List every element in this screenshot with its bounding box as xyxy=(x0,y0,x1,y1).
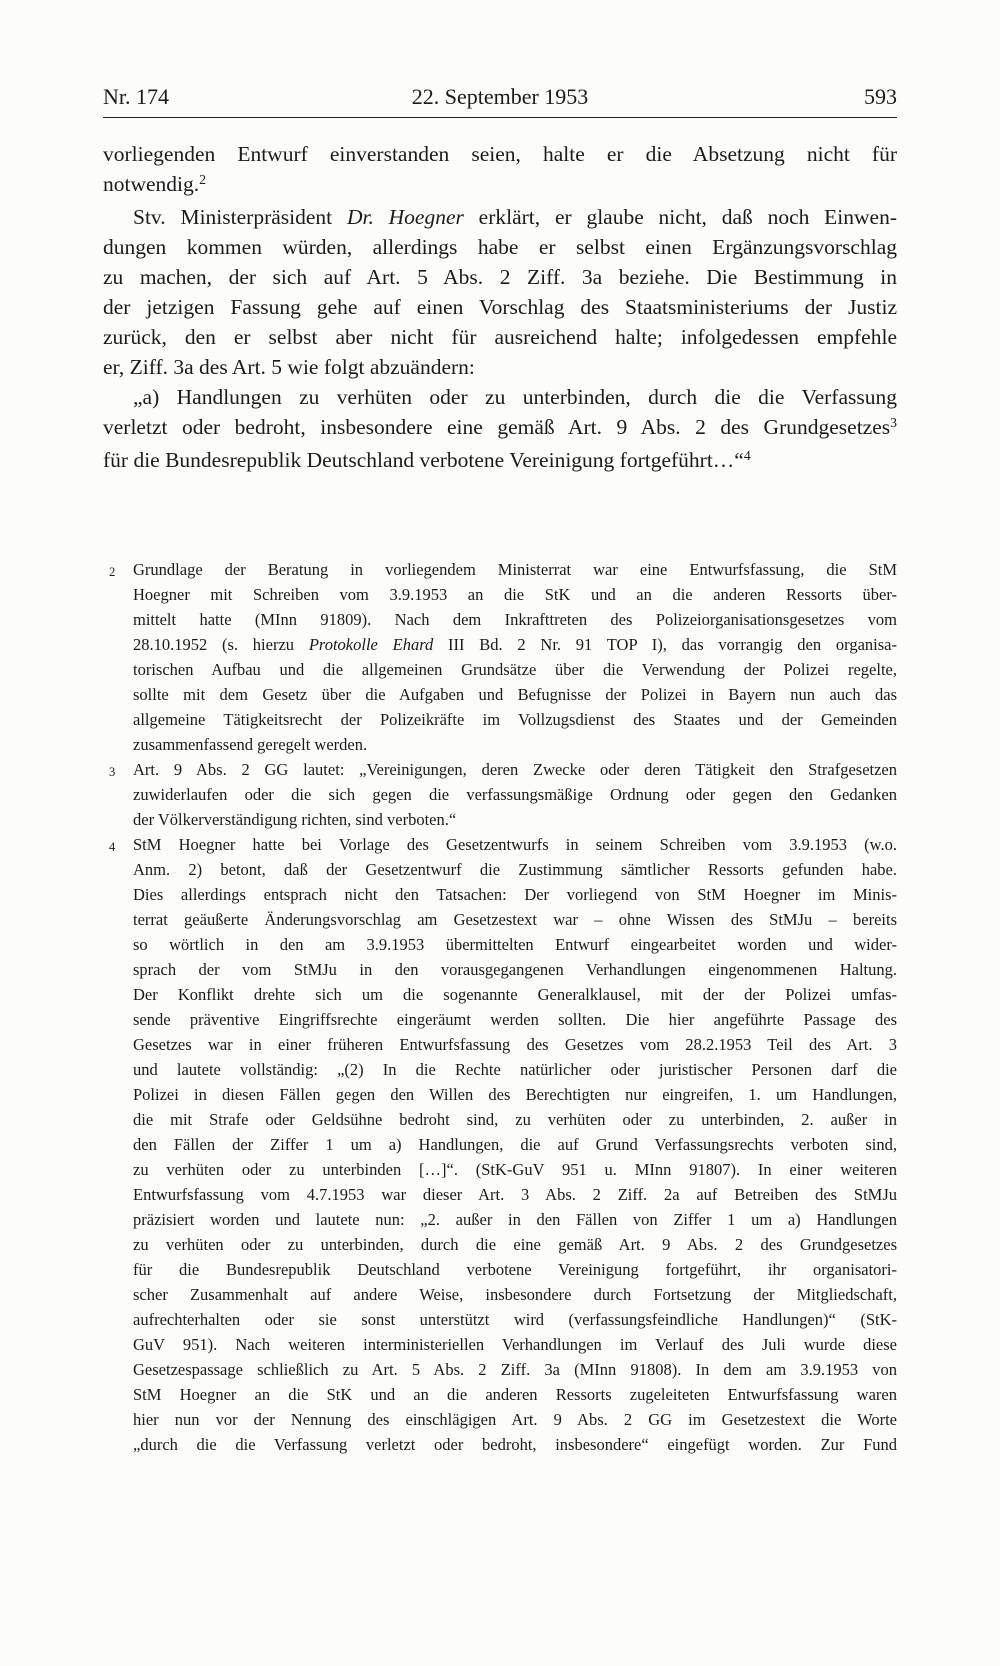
text-segment: notwendig. xyxy=(103,172,200,196)
text-segment: aufrechterhalten oder sie sonst unterstützt wird (verfassungsfeindliche Handlungen)“ (StK- xyxy=(133,1310,897,1329)
text-line xyxy=(133,807,897,832)
text-line xyxy=(133,1207,897,1232)
text-segment: die mit Strafe oder Geldsühne bedroht sind, zu verhüten oder zu unterbinden, 2. außer in xyxy=(133,1110,897,1129)
text-segment: präzisiert worden und lautete nun: „2. außer in den Fällen von Ziffer 1 um a) Handlungen xyxy=(133,1210,897,1229)
text-segment: Grundlage der Beratung in vorliegendem Ministerrat war eine Entwurfsfassung, die StM xyxy=(133,560,897,579)
text-line xyxy=(133,1382,897,1407)
text-segment: zu verhüten oder zu unterbinden […]“. (StK-GuV 951 u. MInn 91807). In einer weiteren xyxy=(133,1160,897,1179)
text-segment: „a) Handlungen zu verhüten oder zu unterbinden, durch die die Verfassung xyxy=(133,385,897,409)
header-date: 22. September 1953 xyxy=(411,84,589,109)
text-line xyxy=(133,657,897,682)
text-segment: zurück, den er selbst aber nicht für ausreichend halte; infolgedessen empfehle xyxy=(103,325,897,349)
text-line xyxy=(103,262,897,292)
text-line xyxy=(133,1357,897,1382)
text-line xyxy=(133,857,897,882)
text-line xyxy=(133,832,897,857)
page-number: 593 xyxy=(864,84,897,109)
text-line xyxy=(133,882,897,907)
text-segment: für die Bundesrepublik Deutschland verbotene Vereinigung fortgeführt…“ xyxy=(103,448,744,472)
text-line xyxy=(133,1107,897,1132)
text-segment: allgemeine Tätigkeitsrecht der Polizeikräfte im Vollzugsdienst des Staates und der Gemeinden xyxy=(133,710,897,729)
text-line xyxy=(103,169,897,202)
text-segment: terrat geäußerte Änderungsvorschlag am Gesetzestext war – ohne Wissen des StMJu – bereits xyxy=(133,910,897,929)
footnote xyxy=(103,832,897,1457)
text-line xyxy=(103,382,897,412)
text-segment: III Bd. 2 Nr. 91 TOP I), das vorrangig den organisa- xyxy=(433,635,897,654)
footnote-text xyxy=(133,832,897,1457)
italic-text: Dr. Hoegner xyxy=(346,205,464,229)
text-segment: zuwiderlaufen oder die sich gegen die verfassungsmäßige Ordnung oder gegen den Gedanken xyxy=(133,785,897,804)
text-segment: zu machen, der sich auf Art. 5 Abs. 2 Ziff. 3a beziehe. Die Bestimmung in xyxy=(103,265,897,289)
text-line xyxy=(133,582,897,607)
footnote-text xyxy=(133,757,897,832)
text-line xyxy=(133,1232,897,1257)
text-segment: sprach der vom StMJu in den vorausgegangenen Verhandlungen eingenommenen Haltung. xyxy=(133,960,897,979)
text-segment: sende präventive Eingriffsrechte eingeräumt werden sollten. Die hier angeführte Passage des xyxy=(133,1010,897,1029)
text-line xyxy=(133,1007,897,1032)
text-segment: hier nun vor der Nennung des einschlägigen Art. 9 Abs. 2 GG im Gesetzestext die Worte xyxy=(133,1410,897,1429)
footnote-text xyxy=(133,557,897,757)
text-segment: torischen Aufbau und die allgemeinen Grundsätze über die Verwendung der Polizei regelte, xyxy=(133,660,897,679)
text-line xyxy=(133,957,897,982)
text-segment: erklärt, er glaube nicht, daß noch Einwen- xyxy=(463,205,897,229)
text-line xyxy=(133,757,897,782)
text-line xyxy=(133,607,897,632)
text-segment: der jetzigen Fassung gehe auf einen Vorschlag des Staatsministeriums der Justiz xyxy=(103,295,897,319)
paragraph-continuation xyxy=(103,139,897,202)
text-line xyxy=(103,292,897,322)
text-line xyxy=(103,412,897,445)
footnote xyxy=(103,757,897,832)
footnote-reference: 3 xyxy=(890,414,897,430)
text-segment: dungen kommen würden, allerdings habe er selbst einen Ergänzungsvorschlag xyxy=(103,235,897,259)
text-line xyxy=(133,982,897,1007)
text-segment: vorliegenden Entwurf einverstanden seien, halte er die Absetzung nicht für xyxy=(103,142,897,166)
footnote xyxy=(103,557,897,757)
text-segment: GuV 951). Nach weiteren interministeriellen Verhandlungen im Verlauf des Juli wurde diese xyxy=(133,1335,897,1354)
text-segment: der Völkerverständigung richten, sind verboten.“ xyxy=(133,810,457,829)
text-line xyxy=(133,682,897,707)
text-segment: zusammenfassend geregelt werden. xyxy=(133,735,368,754)
text-segment: Anm. 2) betont, daß der Gesetzentwurf die Zustimmung sämtlicher Ressorts gefunden habe. xyxy=(133,860,897,879)
text-line xyxy=(133,1132,897,1157)
text-line xyxy=(103,445,897,478)
text-line xyxy=(103,139,897,169)
text-segment: er, Ziff. 3a des Art. 5 wie folgt abzuändern: xyxy=(103,355,475,379)
text-segment: Stv. Ministerpräsident xyxy=(133,205,347,229)
paragraph-quotation xyxy=(103,382,897,478)
text-line xyxy=(133,1282,897,1307)
text-segment: den Fällen der Ziffer 1 um a) Handlungen, die auf Grund Verfassungsrechts verboten sind, xyxy=(133,1135,897,1154)
text-segment: Gesetzes war in einer früheren Entwurfsfassung des Gesetzes vom 28.2.1953 Teil des Art. 3 xyxy=(133,1035,897,1054)
italic-text: Protokolle Ehard xyxy=(308,635,434,654)
footnote-number: 2 xyxy=(109,565,116,579)
text-segment: Hoegner mit Schreiben vom 3.9.1953 an die StK und an die anderen Ressorts über- xyxy=(133,585,897,604)
header-rule xyxy=(103,117,897,118)
text-line xyxy=(103,352,897,382)
text-segment: StM Hoegner hatte bei Vorlage des Gesetzentwurfs in seinem Schreiben vom 3.9.1953 (w.o. xyxy=(133,835,897,854)
footnote-reference: 4 xyxy=(743,447,751,463)
text-line xyxy=(103,202,897,232)
text-line xyxy=(133,732,897,757)
text-line xyxy=(133,1082,897,1107)
text-line xyxy=(133,1332,897,1357)
text-line xyxy=(133,1057,897,1082)
footnote-number: 4 xyxy=(109,840,116,854)
paragraph-hoegner-statement xyxy=(103,202,897,382)
text-line xyxy=(133,707,897,732)
text-segment: verletzt oder bedroht, insbesondere eine gemäß Art. 9 Abs. 2 des Grundgesetzes xyxy=(103,415,891,439)
text-line xyxy=(133,1032,897,1057)
text-line xyxy=(133,632,897,657)
text-line xyxy=(133,907,897,932)
text-segment: StM Hoegner an die StK und an die anderen Ressorts zugeleiteten Entwurfsfassung waren xyxy=(133,1385,897,1404)
text-segment: Dies allerdings entsprach nicht den Tatsachen: Der vorliegend von StM Hoegner im Minis- xyxy=(133,885,897,904)
text-line xyxy=(133,1407,897,1432)
text-line xyxy=(133,782,897,807)
footnote-reference: 2 xyxy=(199,171,207,187)
text-segment: und lautete vollständig: „(2) In die Rechte natürlicher oder juristischer Personen darf die xyxy=(133,1060,897,1079)
document-number: Nr. 174 xyxy=(103,84,169,109)
text-segment: Art. 9 Abs. 2 GG lautet: „Vereinigungen, deren Zwecke oder deren Tätigkeit den Strafgesetzen xyxy=(133,760,897,779)
footnotes-section xyxy=(103,557,897,1457)
text-segment: mittelt hatte (MInn 91809). Nach dem Inkrafttreten des Polizeiorganisationsgesetzes vom xyxy=(133,610,897,629)
text-segment: „durch die die Verfassung verletzt oder bedroht, insbesondere“ eingefügt worden. Zur Fund xyxy=(133,1435,897,1454)
text-line xyxy=(103,322,897,352)
text-segment: sollte mit dem Gesetz über die Aufgaben und Befugnisse der Polizei in Bayern nun auch das xyxy=(133,685,897,704)
text-segment: 28.10.1952 (s. hierzu xyxy=(133,635,309,654)
text-line xyxy=(133,1257,897,1282)
text-segment: Entwurfsfassung vom 4.7.1953 war dieser Art. 3 Abs. 2 Ziff. 2a auf Betreiben des StMJu xyxy=(133,1185,897,1204)
text-segment: scher Zusammenhalt auf andere Weise, insbesondere durch Fortsetzung der Mitgliedschaft, xyxy=(133,1285,897,1304)
text-segment: zu verhüten oder zu unterbinden, durch die eine gemäß Art. 9 Abs. 2 des Grundgesetzes xyxy=(133,1235,897,1254)
text-line xyxy=(133,557,897,582)
text-segment: Polizei in diesen Fällen gegen den Willen des Berechtigten nur eingreifen, 1. um Handlungen, xyxy=(133,1085,897,1104)
text-line xyxy=(133,1307,897,1332)
text-line xyxy=(133,1157,897,1182)
text-line xyxy=(103,232,897,262)
text-line xyxy=(133,1432,897,1457)
footnote-number: 3 xyxy=(109,765,116,779)
text-segment: für die Bundesrepublik Deutschland verbotene Vereinigung fortgeführt, ihr organisatori- xyxy=(133,1260,897,1279)
text-segment: so wörtlich in den am 3.9.1953 übermittelten Entwurf eingearbeitet worden und wider- xyxy=(133,935,897,954)
text-segment: Gesetzespassage schließlich zu Art. 5 Abs. 2 Ziff. 3a (MInn 91808). In dem am 3.9.1953 von xyxy=(133,1360,897,1379)
text-segment: Der Konflikt drehte sich um die sogenannte Generalklausel, mit der der Polizei umfas- xyxy=(133,985,897,1004)
main-text xyxy=(103,139,897,478)
text-line xyxy=(133,1182,897,1207)
text-line xyxy=(133,932,897,957)
